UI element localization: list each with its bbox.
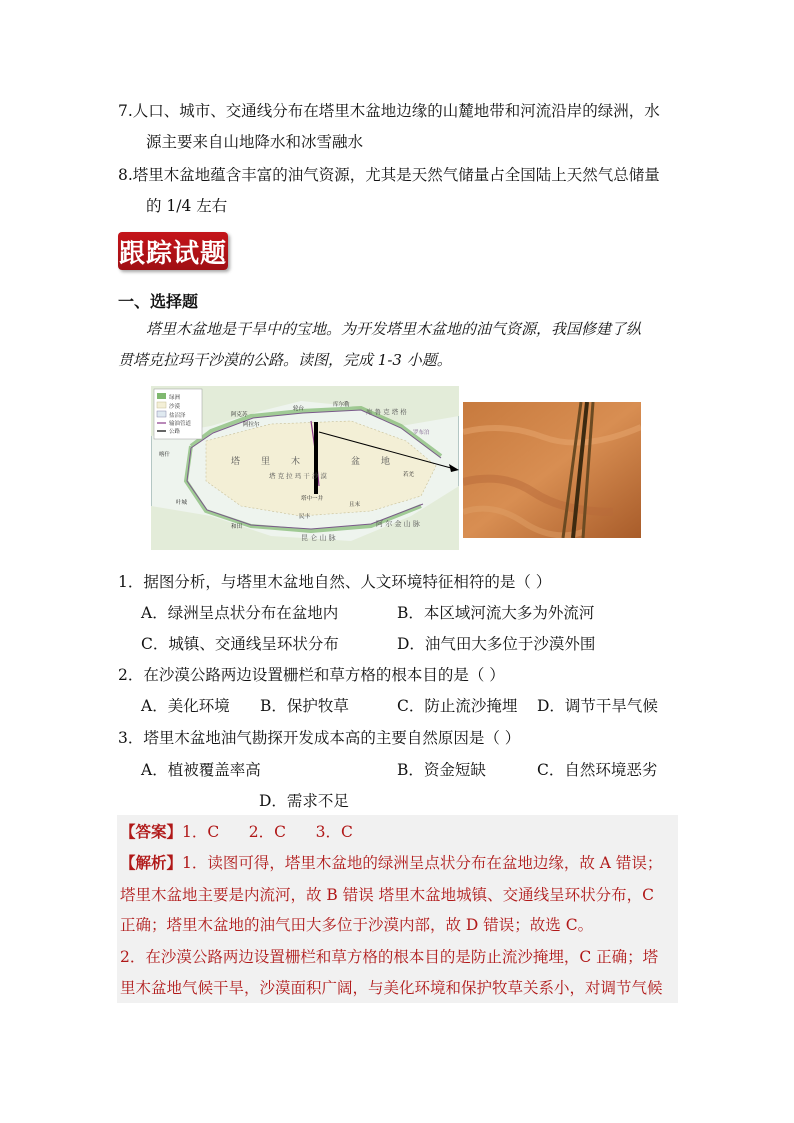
tarim-basin-map [151, 386, 459, 550]
desert-road-photo [463, 402, 641, 538]
q1-option-c: C．城镇、交通线呈环状分布 [141, 635, 339, 653]
analysis-line-1 [120, 851, 662, 873]
q3-option-c: C．自然环境恶劣 [537, 761, 658, 779]
q2-option-b: B．保护牧草 [260, 697, 349, 715]
desert-label: 塔 克 拉 玛 干 沙 漠 [269, 472, 327, 480]
mountain-se-label: 阿 尔 金 山 脉 [376, 520, 420, 528]
basin-char-1: 塔 [231, 457, 241, 467]
city-qiemo: 且末 [349, 502, 361, 508]
mountain-ne-label: 库 鲁 克 塔 格 [366, 408, 407, 416]
basin-char-2: 里 [261, 457, 271, 467]
q2-option-d: D．调节干旱气候 [537, 697, 658, 715]
legend-oasis: 绿洲 [169, 395, 181, 401]
q1-option-b: B．本区域河流大多为外流河 [397, 604, 595, 622]
badge-label: 跟踪试题 [118, 238, 227, 269]
city-kashgar: 喀什 [159, 452, 171, 458]
city-korla: 库尔勒 [333, 402, 350, 408]
city-yecheng: 叶城 [176, 500, 188, 506]
analysis-line-2: 塔里木盆地主要是内流河，故 B 错误 塔里木盆地城镇、交通线呈环状分布，C [120, 886, 655, 904]
q2-option-a: A．美化环境 [141, 697, 230, 715]
legend-road: 公路 [169, 429, 181, 435]
city-alar: 阿拉尔 [243, 422, 260, 428]
q2-option-c: C．防止流沙掩埋 [397, 697, 518, 715]
analysis-line-4: 2．在沙漠公路两边设置栅栏和草方格的根本目的是防止流沙掩埋，C 正确；塔 [120, 948, 659, 966]
point-7-line-1: 7.人口、城市、交通线分布在塔里木盆地边缘的山麓地带和河流沿岸的绿洲，水 [118, 102, 660, 120]
city-aksu: 阿克苏 [231, 412, 248, 418]
intro-line-2: 贯塔克拉玛干沙漠的公路。读图，完成 1-3 小题。 [118, 351, 452, 369]
city-minfeng: 民丰 [299, 514, 311, 520]
question-1-stem: 1．据图分析，与塔里木盆地自然、人文环境特征相符的是（ ） [118, 573, 552, 591]
q3-option-b: B．资金短缺 [397, 761, 486, 779]
analysis-line-5: 里木盆地气候干旱，沙漠面积广阔，与美化环境和保护牧草关系小，对调节气候 [120, 979, 663, 997]
legend-desert: 沙漠 [169, 404, 181, 410]
answer-label: 【答案】 [120, 822, 183, 841]
answer-text: 1．C 2．C 3．C [182, 823, 353, 841]
answer-analysis-box [117, 815, 678, 1003]
analysis-label: 【解析】 [120, 853, 183, 872]
section-title: 一、选择题 [118, 292, 199, 311]
legend-pipeline: 输油管道 [169, 421, 192, 427]
question-3-stem: 3．塔里木盆地油气勘探开发成本高的主要自然原因是（ ） [118, 729, 521, 747]
question-2-stem: 2．在沙漠公路两边设置栅栏和草方格的根本目的是（ ） [118, 666, 505, 684]
basin-char-4: 盆 [351, 457, 361, 467]
q3-option-d: D．需求不足 [259, 792, 349, 810]
analysis-line-3: 正确；塔里木盆地的油气田大多位于沙漠内部，故 D 错误；故选 C。 [120, 916, 594, 934]
point-7-line-2: 源主要来自山地降水和冰雪融水 [146, 133, 364, 151]
q3-option-a: A．植被覆盖率高 [141, 761, 261, 779]
mountain-south-label: 昆 仑 山 脉 [301, 534, 336, 542]
section-badge [118, 232, 228, 270]
intro-line-1: 塔里木盆地是干旱中的宝地。为开发塔里木盆地的油气资源，我国修建了纵 [146, 320, 642, 338]
legend-salt-marsh: 盐沼泽 [169, 413, 186, 419]
answer-line [120, 820, 353, 842]
city-luntai: 轮台 [293, 406, 305, 412]
point-8-line-1: 8.塔里木盆地蕴含丰富的油气资源，尤其是天然气储量占全国陆上天然气总储量 [118, 166, 660, 184]
q1-option-d: D．油气田大多位于沙漠外围 [397, 635, 596, 653]
basin-char-5: 地 [381, 457, 391, 467]
point-8-line-2: 的 1/4 左右 [146, 197, 228, 215]
basin-char-3: 木 [291, 457, 301, 467]
lake-lopnur: 罗布泊 [413, 430, 430, 436]
city-hotan: 和田 [231, 524, 243, 530]
city-ruoqiang: 若羌 [403, 472, 415, 478]
q1-option-a: A．绿洲呈点状分布在盆地内 [141, 604, 339, 622]
city-tazhong: 塔中一井 [301, 496, 324, 502]
analysis-text-1: 1．读图可得，塔里木盆地的绿洲呈点状分布在盆地边缘，故 A 错误； [182, 854, 663, 872]
